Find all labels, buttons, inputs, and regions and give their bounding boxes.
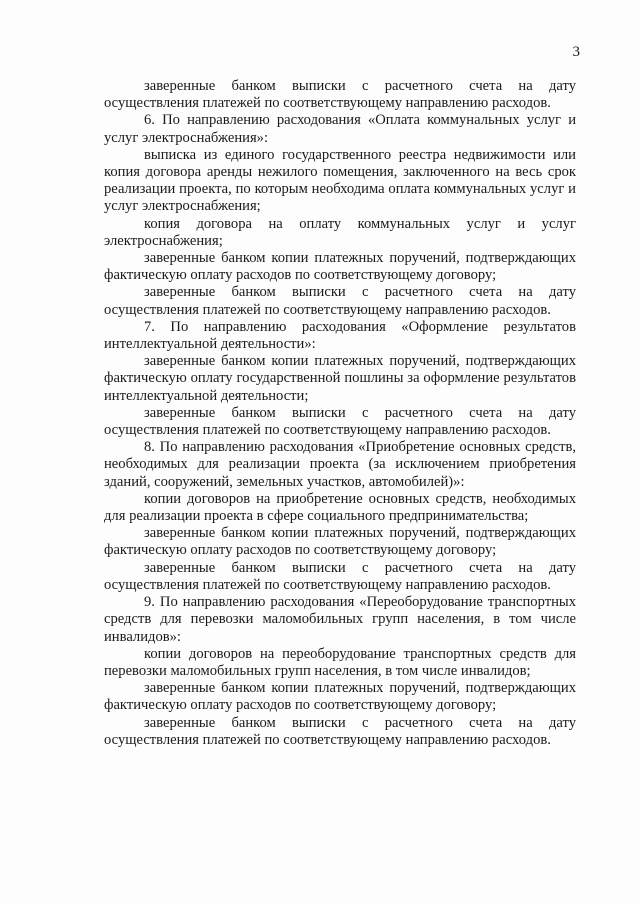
paragraph: заверенные банком копии платежных поручений, подтверждающих фактическую оплату государственной пошлины за оформление результатов интеллектуальной деятельности; [104,353,576,404]
paragraph: заверенные банком копии платежных поручений, подтверждающих фактическую оплату расходов по соответствующему договору; [104,680,576,714]
paragraph: копии договоров на приобретение основных средств, необходимых для реализации проекта в сфере социального предпринимательства; [104,490,576,525]
section-heading-8: 8. По направлению расходования «Приобретение основных средств, необходимых для реализации проекта (за исключением приобретения зданий, сооружений, земельных участков, автомобилей)»: [104,439,576,490]
paragraph: копия договора на оплату коммунальных услуг и услуг электроснабжения; [104,215,576,249]
paragraph: заверенные банком копии платежных поручений, подтверждающих фактическую оплату расходов по соответствующему договору; [104,250,576,284]
page-number: 3 [572,44,580,60]
paragraph: заверенные банком выписки с расчетного счета на дату осуществления платежей по соответствующему направлению расходов. [104,404,576,439]
document-body [104,78,576,749]
section-heading-6: 6. По направлению расходования «Оплата коммунальных услуг и услуг электроснабжения»: [104,112,576,146]
section-heading-7: 7. По направлению расходования «Оформление результатов интеллектуальной деятельности»: [104,318,576,353]
paragraph: заверенные банком выписки с расчетного счета на дату осуществления платежей по соответствующему направлению расходов. [104,78,576,112]
section-heading-9: 9. По направлению расходования «Переоборудование транспортных средств для перевозки маломобильных групп населения, в том числе инвалидов»: [104,594,576,645]
paragraph: заверенные банком выписки с расчетного счета на дату осуществления платежей по соответствующему направлению расходов. [104,284,576,318]
paragraph: заверенные банком выписки с расчетного счета на дату осуществления платежей по соответствующему направлению расходов. [104,714,576,748]
paragraph: заверенные банком копии платежных поручений, подтверждающих фактическую оплату расходов по соответствующему договору; [104,525,576,559]
paragraph: заверенные банком выписки с расчетного счета на дату осуществления платежей по соответствующему направлению расходов. [104,559,576,593]
paragraph: копии договоров на переоборудование транспортных средств для перевозки маломобильных групп населения, в том числе инвалидов; [104,645,576,679]
paragraph: выписка из единого государственного реестра недвижимости или копия договора аренды нежилого помещения, заключенного на весь срок реализации проекта, по которым необходима оплата коммунальных услуг и услуг электроснабжения; [104,146,576,215]
